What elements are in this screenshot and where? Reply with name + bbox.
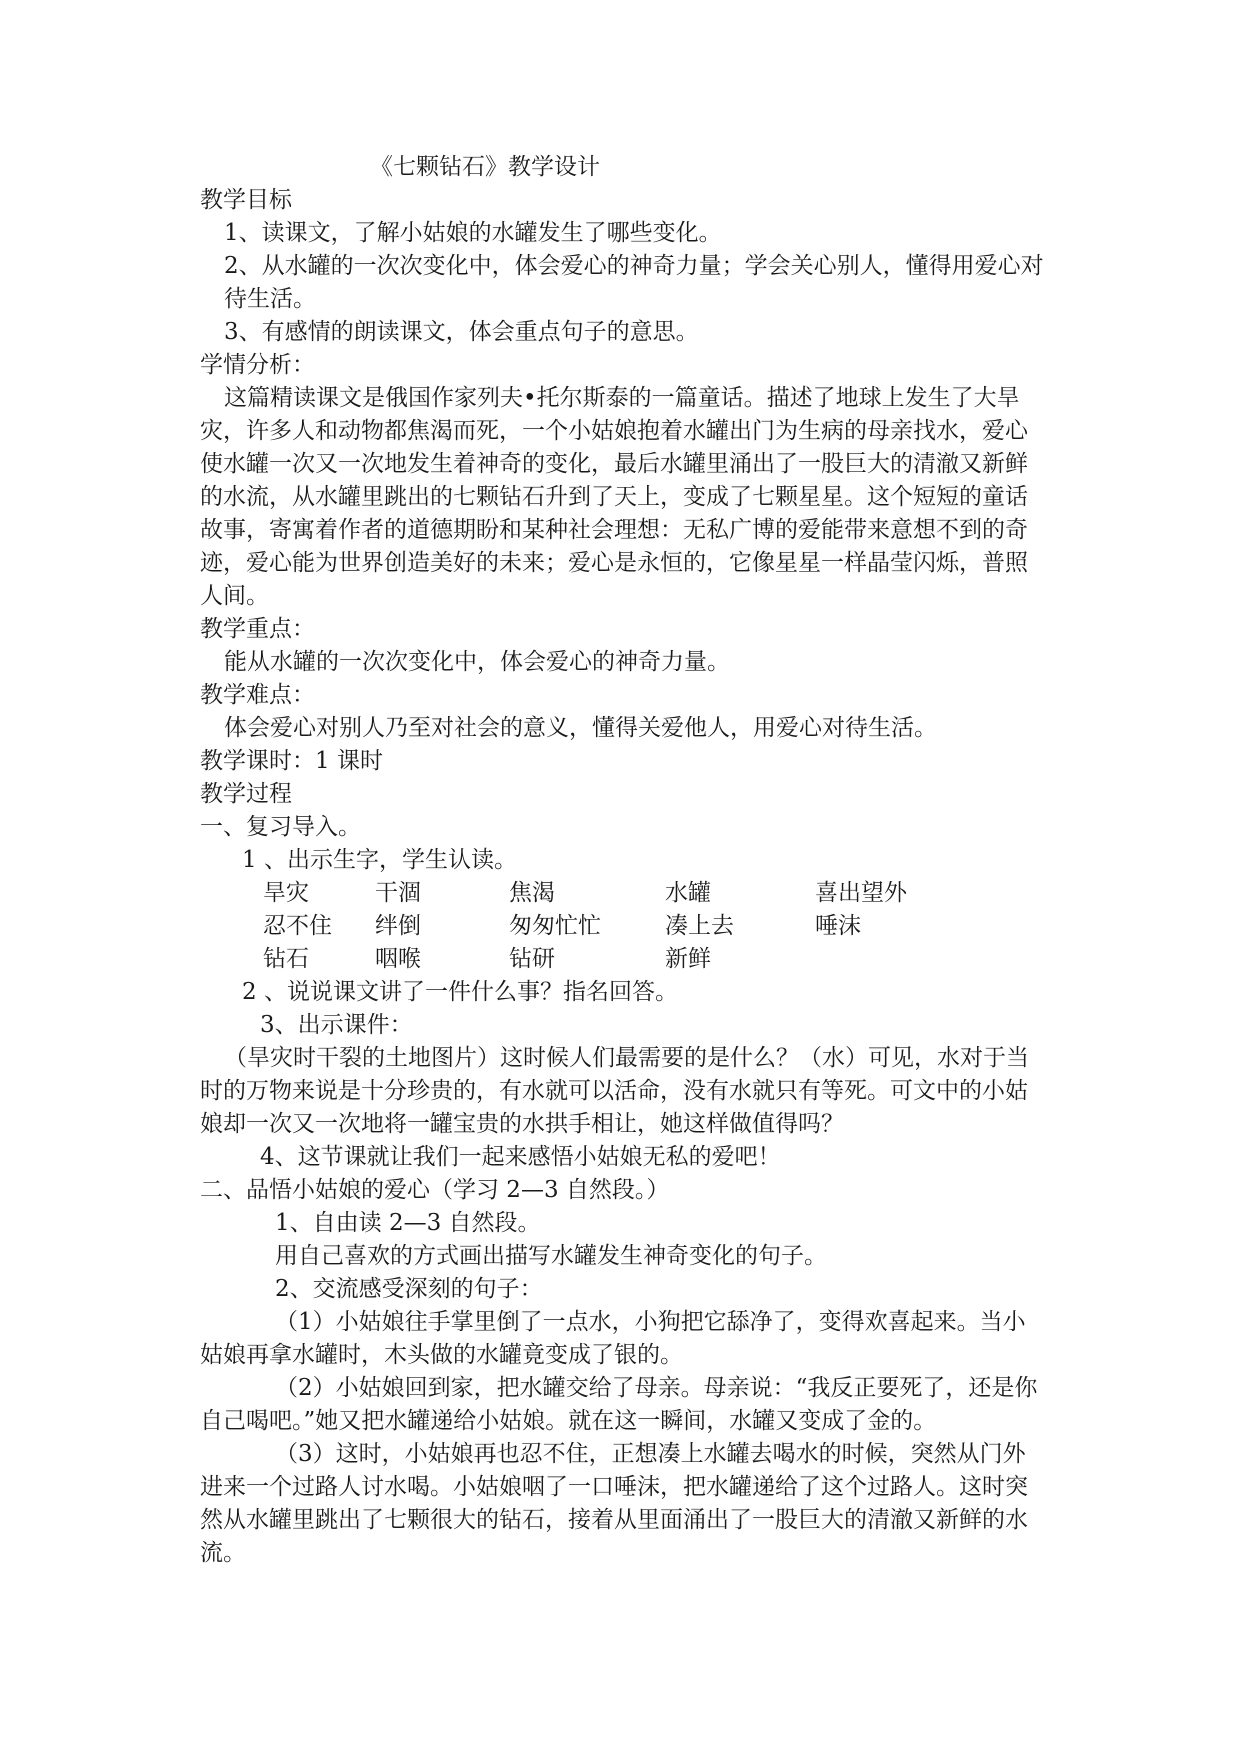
word-row [200,910,1046,943]
quote-paragraph: （2）小姑娘回到家，把水罐交给了母亲。母亲说：“我反正要死了，还是你自己喝吧。”她又把水罐递给小姑娘。就在这一瞬间，水罐又变成了金的。 [200,1375,1038,1434]
vocab-word: 忍不住 [263,913,332,939]
part2-step1: 1、自由读 2—3 自然段。 [275,1210,541,1236]
objectives-heading: 教学目标 [200,187,292,213]
word-row [200,943,1046,976]
analysis-heading: 学情分析： [200,352,315,378]
vocab-word: 旱灾 [263,880,309,906]
part1-step1: 1 、出示生字，学生认读。 [242,847,517,873]
vocab-word: 干涸 [375,880,421,906]
vocab-word: 喜出望外 [815,880,907,906]
class-hours: 教学课时：1 课时 [200,748,383,774]
vocab-word: 钻石 [263,946,309,972]
vocab-word: 水罐 [665,880,711,906]
vocab-word: 钻研 [509,946,555,972]
key-point-text: 能从水罐的一次次变化中，体会爱心的神奇力量。 [224,649,730,675]
difficulty-text: 体会爱心对别人乃至对社会的意义，懂得关爱他人，用爱心对待生活。 [224,715,937,741]
part2-step2: 2、交流感受深刻的句子： [275,1276,543,1302]
document-body [200,150,1046,1570]
vocab-word: 绊倒 [375,913,421,939]
vocab-word: 新鲜 [665,946,711,972]
part2-step1-text: 用自己喜欢的方式画出描写水罐发生神奇变化的句子。 [275,1243,827,1269]
vocab-word: 咽喉 [375,946,421,972]
part1-heading: 一、复习导入。 [200,814,361,840]
objective-item: 1、读课文，了解小姑娘的水罐发生了哪些变化。 [224,220,722,246]
objective-item: 2、从水罐的一次次变化中，体会爱心的神奇力量；学会关心别人，懂得用爱心对待生活。 [224,253,1044,312]
vocab-word: 唾沫 [815,913,861,939]
part1-step3-text: （旱灾时干裂的土地图片）这时候人们最需要的是什么？（水）可见，水对于当时的万物来说是十分珍贵的，有水就可以活命，没有水就只有等死。可文中的小姑娘却一次又一次地将一罐宝贵的水拱手相让，她这样做值得吗？ [200,1045,1029,1137]
part1-step2: 2 、说说课文讲了一件什么事？指名回答。 [242,979,678,1005]
word-row [200,877,1046,910]
part1-step4: 4、这节课就让我们一起来感悟小姑娘无私的爱吧！ [260,1144,781,1170]
objective-item: 3、有感情的朗读课文，体会重点句子的意思。 [224,319,699,345]
quote-paragraph: （1）小姑娘往手掌里倒了一点水，小狗把它舔净了，变得欢喜起来。当小姑娘再拿水罐时，木头做的水罐竟变成了银的。 [200,1309,1026,1368]
difficulty-heading: 教学难点： [200,682,315,708]
quote-paragraph: （3）这时，小姑娘再也忍不住，正想凑上水罐去喝水的时候，突然从门外进来一个过路人讨水喝。小姑娘咽了一口唾沫，把水罐递给了这个过路人。这时突然从水罐里跳出了七颗很大的钻石，接着从里面涌出了一股巨大的清澈又新鲜的水流。 [200,1441,1028,1566]
vocab-word: 凑上去 [665,913,734,939]
part1-step3: 3、出示课件： [260,1012,413,1038]
vocab-word: 匆匆忙忙 [509,913,601,939]
part2-heading: 二、品悟小姑娘的爱心（学习 2—3 自然段。） [200,1177,670,1203]
vocab-word: 焦渴 [509,880,555,906]
key-point-heading: 教学重点： [200,616,315,642]
process-heading: 教学过程 [200,781,292,807]
document-title: 《七颗钻石》教学设计 [370,154,600,180]
analysis-text: 这篇精读课文是俄国作家列夫•托尔斯泰的一篇童话。描述了地球上发生了大旱灾，许多人和动物都焦渴而死，一个小姑娘抱着水罐出门为生病的母亲找水，爱心使水罐一次又一次地发生着神奇的变化，最后水罐里涌出了一股巨大的清澈又新鲜的水流，从水罐里跳出的七颗钻石升到了天上，变成了七颗星星。这个短短的童话故事，寄寓着作者的道德期盼和某种社会理想：无私广博的爱能带来意想不到的奇迹，爱心能为世界创造美好的未来；爱心是永恒的，它像星星一样晶莹闪烁，普照人间。 [200,385,1028,609]
